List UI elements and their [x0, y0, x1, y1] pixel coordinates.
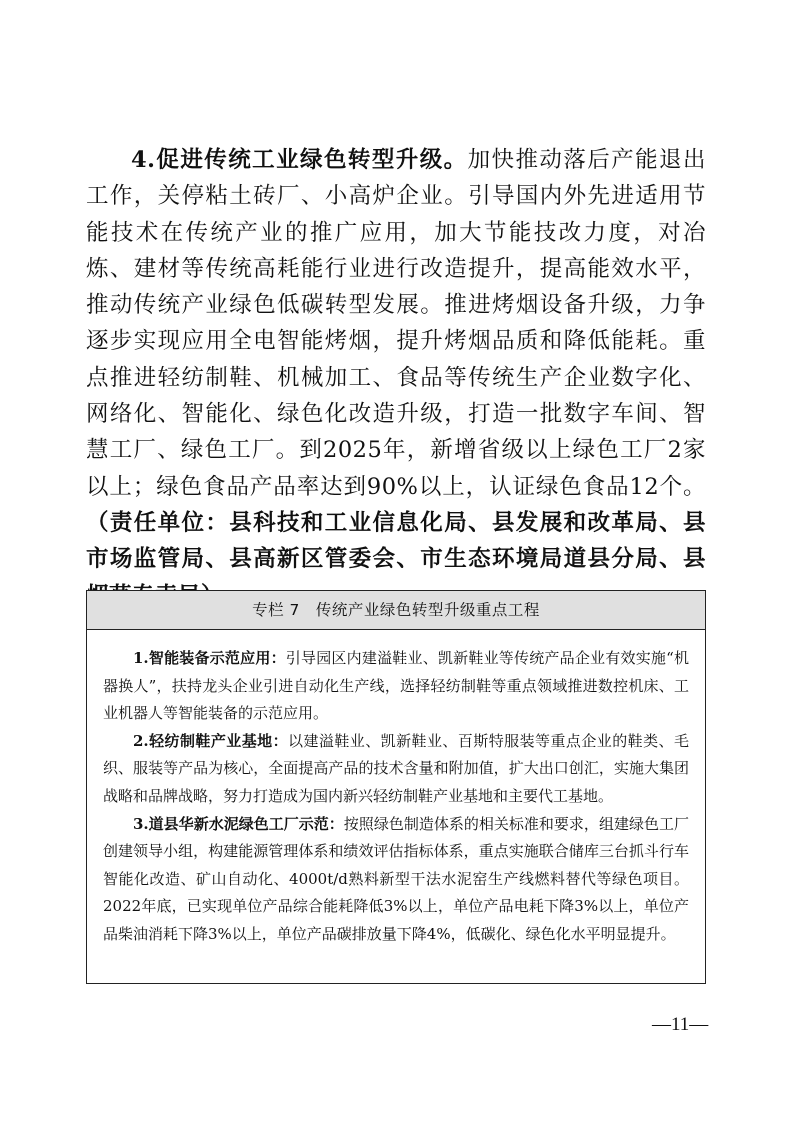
responsibility-note: （责任单位：县科技和工业信息化局、县发展和改革局、县市场监管局、县高新区管委会、市生态环境局道县分局、县	[86, 509, 706, 573]
feature-item-heading: 2.轻纺制鞋产业基地：	[133, 731, 289, 750]
page-number: —11—	[652, 1014, 709, 1035]
feature-box-header	[87, 591, 705, 630]
feature-box-title: 传统产业绿色转型升级重点工程	[315, 601, 540, 619]
feature-box-label: 专栏 7	[252, 601, 300, 619]
feature-item-heading: 3.道县华新水泥绿色工厂示范：	[133, 814, 344, 833]
feature-item	[103, 811, 689, 949]
feature-item	[103, 728, 689, 811]
feature-item	[103, 645, 689, 728]
feature-item-text: 引导园区内建溢鞋业、凯新鞋业等传统产品企业有效实施“机器换人”，扶持龙头企业引进自动化生产线，选择轻纺制鞋等重点领域推进数控机床、工业机器人等智能装备的示范应用。	[103, 649, 689, 723]
feature-item-text: 以建溢鞋业、凯新鞋业、百斯特服装等重点企业的鞋类、毛织、服装等产品为核心，全面提高产品的技术含量和附加值，扩大出口创汇，实施大集团战略和品牌战略，努力打造成为国内新兴轻纺制鞋产业基地和主要代工基地。	[103, 731, 689, 805]
feature-item-text: 按照绿色制造体系的相关标准和要求，组建绿色工厂创建领导小组，构建能源管理体系和绩效评估指标体系，重点实施联合储库三台抓斗行车智能化改造、矿山自动化、4000t/d熟料新型干法水泥窑生产线燃料替代等绿色项目。2022年底，已实现单位产品综合能耗降低3%以上，单位产品电耗下降3%以上，单位产品柴油消耗下降3%以上，单位产品碳排放量下降4%，低碳化、绿色化水平明显提升。	[103, 814, 689, 943]
main-paragraph	[86, 142, 706, 614]
feature-box	[86, 590, 706, 984]
feature-item-heading: 1.智能装备示范应用：	[133, 649, 286, 667]
section-body: 加快推动落后产能退出工作，关停粘土砖厂、小高炉企业。引导国内外先进适用节能技术在传统产业的推广应用，加大节能技改力度，对冶炼、建材等传统高耗能行业进行改造提升，提高能效水平，推动传统产业绿色低碳转型发展。推进烤烟设备升级，力争逐步实现应用全电智能烤烟，提升烤烟品质和降低能耗。重点推进轻纺制鞋、机械加工、食品等传统生产企业数字化、网络化、智能化、绿色化改造升级，打造一批数字车间、智慧工厂、绿色工厂。到2025年，新增省级以上绿色工厂2家以上；绿色食品产品率达到90%以上，认证绿色食品12个。	[86, 147, 706, 500]
section-heading: 4.促进传统工业绿色转型升级。	[131, 147, 468, 173]
feature-box-body	[87, 630, 705, 949]
